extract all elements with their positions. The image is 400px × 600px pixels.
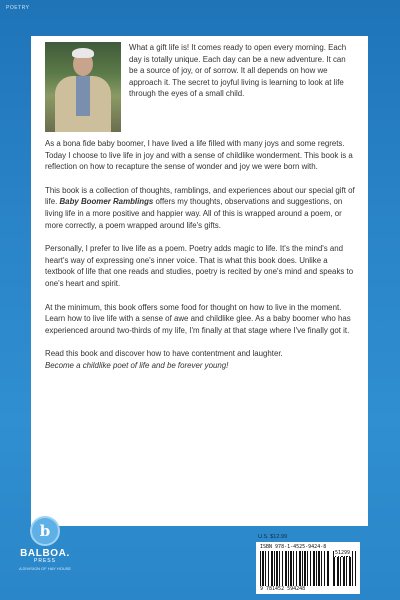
barcode-separator xyxy=(330,551,333,586)
author-hair xyxy=(72,48,94,58)
price-label: U.S. $12.99 xyxy=(258,534,288,540)
publisher-division: A DIVISION OF HAY HOUSE xyxy=(18,566,72,571)
publisher-sub: PRESS xyxy=(34,558,56,564)
publisher-logo xyxy=(10,516,80,571)
barcode-bars xyxy=(260,551,356,586)
blurb-paragraph-3-end: offers my thoughts, observations and suggestions, on living life in a more positive and happier way. All of this is wrapped around a poem, or more correctly, a poem wrapped around life's gifts. xyxy=(45,197,343,230)
logo-letter: b xyxy=(39,522,51,540)
blurb-paragraph-6 xyxy=(45,348,356,371)
barcode-addon-bars xyxy=(334,557,356,586)
genre-label: POETRY xyxy=(6,5,30,11)
barcode-addon-number: 51299 xyxy=(335,550,351,556)
back-cover-text-panel xyxy=(31,36,368,526)
barcode xyxy=(256,542,360,594)
ean-number: 9 781452 594248 xyxy=(260,586,306,592)
blurb-paragraph-2: As a bona fide baby boomer, I have lived a life filled with many joys and some regrets. Today I choose to live life in joy and with a sense of childlike wonderment. This book is a reflection on how to recapture the sense of wonder and joy we were born with. xyxy=(45,139,353,172)
blurb-paragraph-3 xyxy=(45,185,356,231)
blurb-paragraph-5: At the minimum, this book offers some food for thought on how to live in the moment. Learn how to live life with a sense of awe and childlike glee. As a baby boomer who has experienced around two-thirds of my life, I'm finally at that stage where I've finally got it. xyxy=(45,302,351,335)
blurb-paragraph-4: Personally, I prefer to live life as a poem. Poetry adds magic to life. It's the mind's and heart's way of expressing one's inner voice. That is what this book does. Unlike a textbook of life that one reads and studies, poetry is recited by one's mind and speaks to one's heart and spirit. xyxy=(45,244,354,288)
author-shirt xyxy=(76,76,90,116)
balboa-lotus-icon xyxy=(30,516,60,546)
blurb-paragraph-1: What a gift life is! It comes ready to open every morning. Each day is totally unique. Each day can be a new adventure. It can be a source of joy, or of sorrow. It all depends on how we approach it. The secret to joyful living is learning to look at life through the eyes of a small child. xyxy=(129,43,347,99)
blurb-paragraph-3-start: This book is a collection of thoughts, ramblings, and experiences about our special gift of life. xyxy=(45,185,355,207)
publisher-name: BALBOA. xyxy=(20,548,70,559)
blurb-closing-tagline: Become a childlike poet of life and be forever young! xyxy=(45,360,229,370)
author-photo xyxy=(45,42,121,132)
blurb-closing-line: Read this book and discover how to have contentment and laughter. xyxy=(45,349,283,359)
isbn-text: ISBN 978-1-4525-9424-8 xyxy=(260,544,327,550)
book-title: Baby Boomer Ramblings xyxy=(59,197,154,207)
